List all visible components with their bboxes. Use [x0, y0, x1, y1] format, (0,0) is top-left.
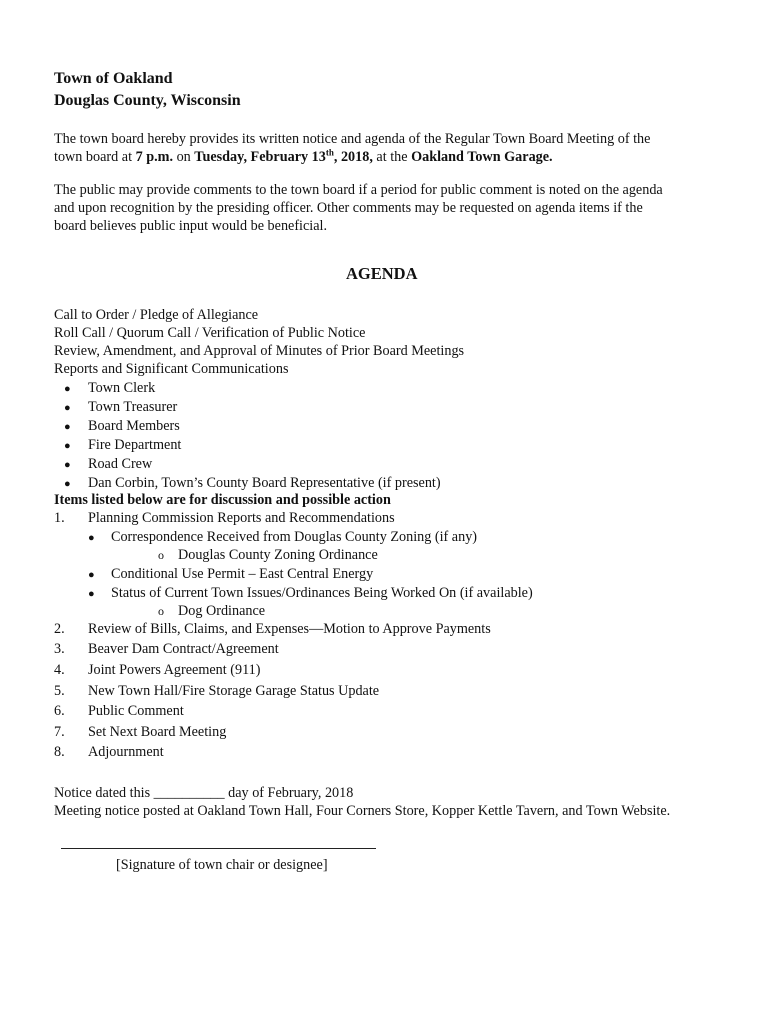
intro-line-2 [54, 148, 553, 166]
agenda-item-reports: Reports and Significant Communications [54, 361, 289, 377]
agenda-item-call-to-order: Call to Order / Pledge of Allegiance [54, 307, 259, 323]
bullet-icon: ● [64, 478, 71, 490]
intro-line-1: The town board hereby provides its written notice and agenda of the Regular Town Board Meeting of the [54, 131, 651, 147]
meeting-date-main: Tuesday, February 13 [194, 149, 326, 165]
report-town-clerk: Town Clerk [88, 380, 156, 396]
signature-line [61, 848, 376, 849]
bullet-icon: ● [64, 421, 71, 433]
meeting-time: 7 p.m. [135, 149, 174, 165]
agenda-item-roll-call: Roll Call / Quorum Call / Verification of Public Notice [54, 325, 366, 341]
bullet-icon: ● [64, 383, 71, 395]
signature-caption: [Signature of town chair or designee] [116, 857, 328, 873]
circle-bullet-icon: o [158, 548, 164, 562]
meeting-location: Oakland Town Garage. [411, 149, 553, 165]
sub-conditional-use-permit: Conditional Use Permit – East Central Energy [111, 566, 374, 582]
item-number: 1. [54, 510, 65, 526]
sub-zoning-ordinance: Douglas County Zoning Ordinance [178, 547, 378, 563]
bullet-icon: ● [88, 532, 95, 544]
report-town-treasurer: Town Treasurer [88, 399, 178, 415]
bullet-icon: ● [88, 588, 95, 600]
item-number: 8. [54, 744, 65, 760]
item-number: 6. [54, 703, 65, 719]
item-joint-powers: Joint Powers Agreement (911) [88, 662, 261, 678]
circle-bullet-icon: o [158, 604, 164, 618]
agenda-title: AGENDA [346, 264, 418, 283]
meeting-date-year: , 2018, [333, 149, 373, 165]
item-number: 4. [54, 662, 65, 678]
report-road-crew: Road Crew [88, 456, 153, 472]
bullet-icon: ● [88, 569, 95, 581]
item-town-hall: New Town Hall/Fire Storage Garage Status Update [88, 683, 380, 699]
sub-correspondence: Correspondence Received from Douglas County Zoning (if any) [111, 529, 478, 545]
intro-on: on [173, 149, 195, 165]
item-public-comment: Public Comment [88, 703, 184, 719]
item-number: 5. [54, 683, 65, 699]
public-comment-line-3: board believes public input would be beneficial. [54, 218, 328, 234]
county-state: Douglas County, Wisconsin [54, 92, 241, 109]
notice-dated: Notice dated this __________ day of February, 2018 [54, 785, 354, 801]
report-board-members: Board Members [88, 418, 180, 434]
bullet-icon: ● [64, 459, 71, 471]
item-planning-commission: Planning Commission Reports and Recommendations [88, 510, 395, 526]
bullet-icon: ● [64, 402, 71, 414]
action-items-heading: Items listed below are for discussion and possible action [54, 492, 391, 508]
intro-prefix: town board at [54, 149, 136, 165]
public-comment-line-2: and upon recognition by the presiding officer. Other comments may be requested on agenda items if the [54, 200, 643, 216]
meeting-date-suffix: th [325, 147, 334, 158]
agenda-item-minutes: Review, Amendment, and Approval of Minutes of Prior Board Meetings [54, 343, 465, 359]
intro-at: at the [372, 149, 412, 165]
item-adjournment: Adjournment [88, 744, 164, 760]
item-number: 3. [54, 641, 65, 657]
sub-status-issues: Status of Current Town Issues/Ordinances Being Worked On (if available) [111, 585, 533, 601]
bullet-icon: ● [64, 440, 71, 452]
notice-posted: Meeting notice posted at Oakland Town Hall, Four Corners Store, Kopper Kettle Tavern, and Town Website. [54, 803, 671, 819]
report-fire-department: Fire Department [88, 437, 182, 453]
item-next-meeting: Set Next Board Meeting [88, 724, 227, 740]
item-beaver-dam: Beaver Dam Contract/Agreement [88, 641, 279, 657]
item-number: 2. [54, 621, 65, 637]
item-bills-claims: Review of Bills, Claims, and Expenses—Motion to Approve Payments [88, 621, 491, 637]
public-comment-line-1: The public may provide comments to the town board if a period for public comment is noted on the agenda [54, 182, 663, 198]
report-county-rep: Dan Corbin, Town’s County Board Representative (if present) [88, 475, 441, 491]
meeting-date [194, 149, 373, 165]
item-number: 7. [54, 724, 65, 740]
sub-dog-ordinance: Dog Ordinance [178, 603, 266, 619]
town-name: Town of Oakland [54, 70, 173, 87]
